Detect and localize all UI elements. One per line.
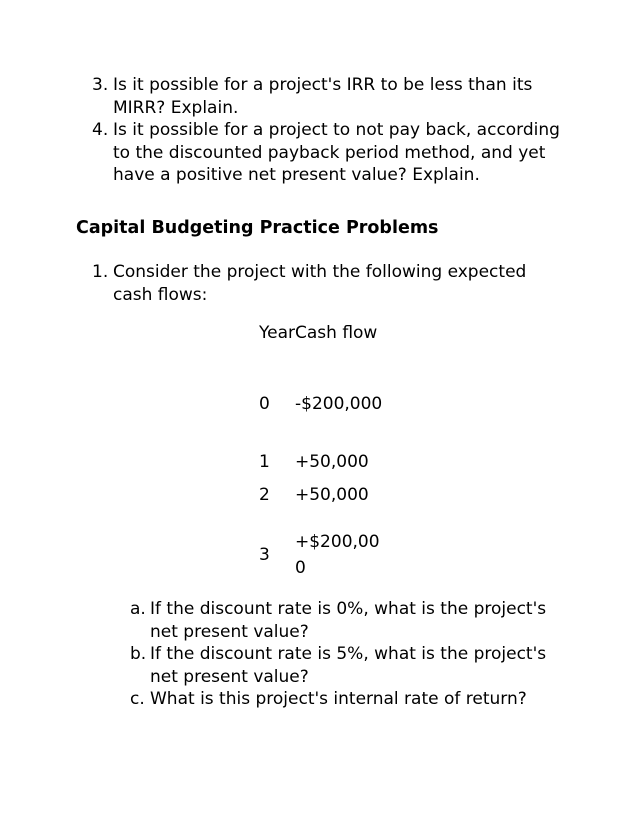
table-row bbox=[257, 362, 385, 445]
subquestion-list bbox=[130, 598, 550, 711]
question-item bbox=[92, 119, 562, 187]
cash-flow-cell: +50,000 bbox=[295, 451, 369, 472]
subquestion-text: What is this project's internal rate of return? bbox=[150, 689, 527, 709]
year-cell: 1 bbox=[259, 451, 270, 472]
problem-number: 1. bbox=[92, 262, 109, 282]
subquestion-letter: b. bbox=[130, 644, 147, 664]
table-row bbox=[257, 445, 385, 478]
cash-flow-cell: -$200,000 bbox=[295, 393, 383, 414]
question-text: Is it possible for a project's IRR to be less than its MIRR? Explain. bbox=[113, 75, 533, 118]
problem-text: Consider the project with the following expected cash flows: bbox=[113, 262, 527, 305]
year-cell: 3 bbox=[259, 544, 270, 565]
subquestion-text: If the discount rate is 5%, what is the project's net present value? bbox=[150, 644, 547, 687]
subquestion-letter: c. bbox=[130, 689, 145, 709]
cash-flow-cell: +$200,000 bbox=[295, 531, 380, 578]
header-year: Year bbox=[259, 323, 295, 343]
subquestion-text: If the discount rate is 0%, what is the project's net present value? bbox=[150, 599, 547, 642]
subquestion-item bbox=[130, 688, 550, 711]
table-row bbox=[257, 478, 385, 511]
cash-flow-table bbox=[257, 304, 385, 598]
problem-list bbox=[92, 261, 562, 306]
year-cell: 2 bbox=[259, 484, 270, 505]
cash-flow-cell: +50,000 bbox=[295, 484, 369, 505]
year-cell: 0 bbox=[259, 393, 270, 414]
question-number: 4. bbox=[92, 120, 109, 140]
subquestion-item bbox=[130, 643, 550, 688]
section-heading: Capital Budgeting Practice Problems bbox=[76, 218, 439, 238]
question-text: Is it possible for a project to not pay back, according to the discounted payback period method, and yet have a positive net present value? Explain. bbox=[113, 120, 560, 185]
table-row bbox=[257, 511, 385, 598]
header-cash-flow: Cash flow bbox=[295, 323, 378, 343]
table-header-row bbox=[257, 304, 385, 362]
question-list bbox=[92, 74, 562, 187]
question-number: 3. bbox=[92, 75, 109, 95]
problem-item bbox=[92, 261, 562, 306]
subquestion-item bbox=[130, 598, 550, 643]
subquestion-letter: a. bbox=[130, 599, 146, 619]
question-item bbox=[92, 74, 562, 119]
